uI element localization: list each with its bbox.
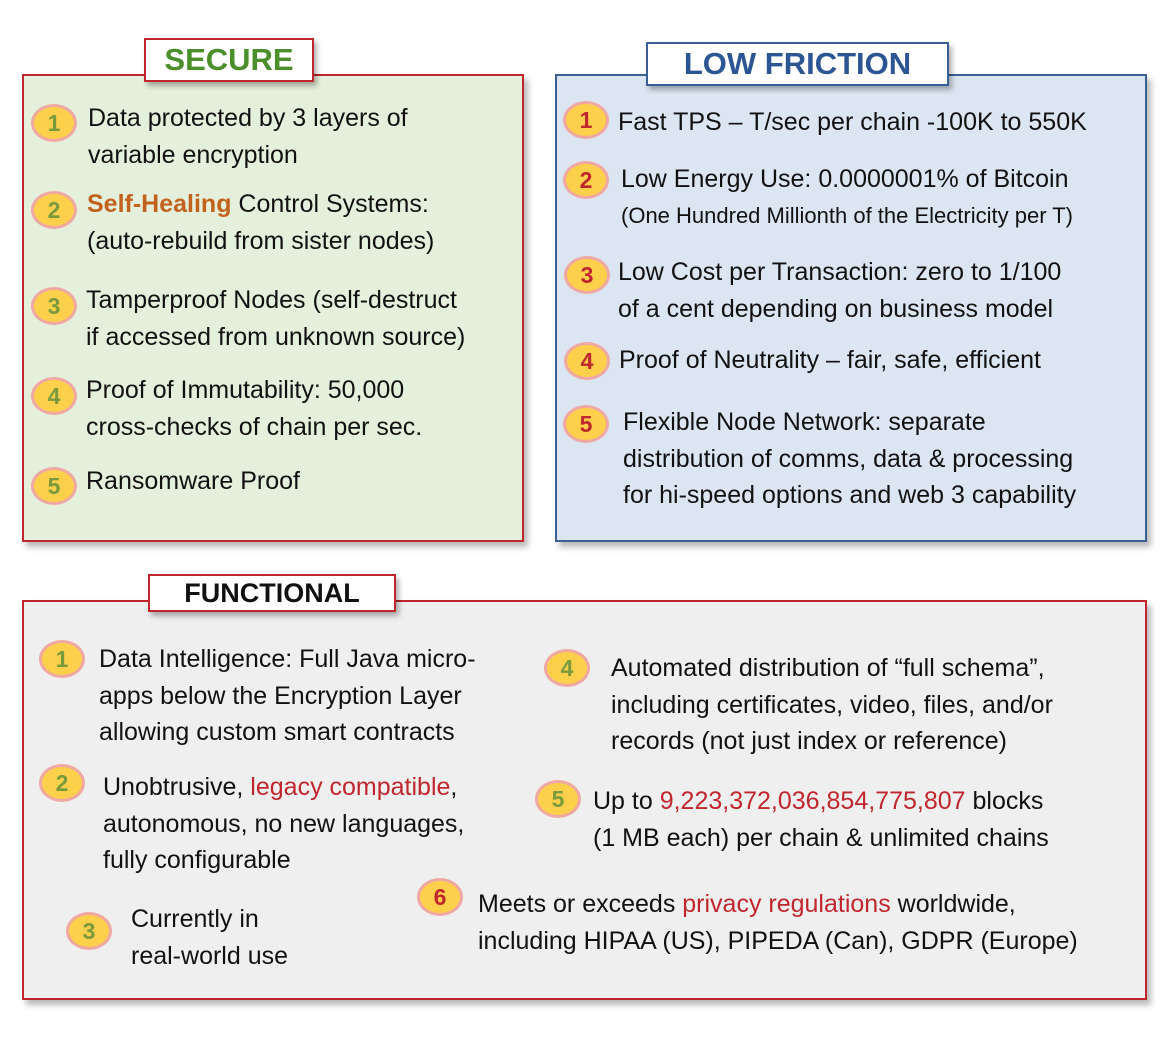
item-line (87, 186, 434, 223)
item-line: Low Energy Use: 0.0000001% of Bitcoin (621, 165, 1069, 193)
item-text: , (450, 773, 458, 801)
item-text: Meets or exceeds (478, 890, 683, 918)
item-line: cross-checks of chain per sec. (86, 412, 423, 441)
item-line: variable encryption (88, 140, 298, 169)
number-badge: 5 (535, 780, 581, 818)
number-badge: 5 (31, 467, 77, 505)
secure-item-5 (86, 463, 300, 500)
item-line: Data Intelligence: Full Java micro- (99, 645, 476, 673)
item-line: including certificates, video, files, and/or (611, 690, 1053, 719)
item-line: Automated distribution of “full schema”, (611, 654, 1045, 682)
secure-item-2 (87, 186, 434, 259)
item-line: Proof of Immutability: 50,000 (86, 376, 405, 404)
item-line: including HIPAA (US), PIPEDA (Can), GDPR (Europe) (478, 926, 1078, 955)
item-line: fully configurable (103, 846, 291, 874)
item-line: Flexible Node Network: separate (623, 408, 986, 436)
functional-item-5 (593, 783, 1049, 856)
low-friction-item-3 (618, 254, 1061, 327)
number-badge: 6 (417, 878, 463, 916)
item-text: blocks (965, 787, 1044, 815)
functional-item-4 (611, 650, 1053, 760)
functional-title: FUNCTIONAL (148, 574, 396, 612)
highlight-text: 9,223,372,036,854,775,807 (659, 787, 966, 815)
item-line: Tamperproof Nodes (self-destruct (86, 286, 457, 314)
item-line: (One Hundred Millionth of the Electricity per T) (621, 202, 1073, 228)
number-badge: 3 (31, 287, 77, 325)
item-line: allowing custom smart contracts (99, 718, 455, 746)
low-friction-item-5 (623, 404, 1076, 514)
item-text: Control Systems: (231, 190, 429, 218)
number-badge: 2 (31, 191, 77, 229)
low-friction-title: LOW FRICTION (646, 42, 949, 86)
item-line (103, 769, 464, 806)
number-badge: 2 (563, 161, 609, 199)
item-line: real-world use (131, 941, 289, 970)
item-line: autonomous, no new languages, (103, 809, 465, 838)
number-badge: 2 (39, 764, 85, 802)
item-line: Low Cost per Transaction: zero to 1/100 (618, 258, 1062, 286)
number-badge: 5 (563, 405, 609, 443)
item-line: (auto-rebuild from sister nodes) (87, 226, 435, 255)
number-badge: 4 (31, 377, 77, 415)
item-line: of a cent depending on business model (618, 294, 1054, 323)
functional-item-6 (478, 886, 1078, 959)
functional-item-2 (103, 769, 464, 879)
functional-item-3 (131, 901, 288, 974)
number-badge: 4 (544, 649, 590, 687)
secure-title: SECURE (144, 38, 314, 82)
item-line: Currently in (131, 905, 259, 933)
low-friction-item-4 (619, 342, 1041, 379)
secure-item-3 (86, 282, 465, 355)
functional-item-1 (99, 641, 476, 751)
item-line: apps below the Encryption Layer (99, 681, 462, 710)
number-badge: 1 (31, 104, 77, 142)
low-friction-item-1 (618, 104, 1087, 141)
item-line: Proof of Neutrality – fair, safe, efficient (619, 346, 1041, 374)
item-line: Fast TPS – T/sec per chain -100K to 550K (618, 108, 1087, 136)
item-text: Up to (593, 787, 660, 815)
item-line (593, 783, 1049, 820)
number-badge: 1 (563, 101, 609, 139)
item-line: Data protected by 3 layers of (88, 104, 408, 132)
item-text: worldwide, (890, 890, 1016, 918)
item-text: Unobtrusive, (103, 773, 251, 801)
number-badge: 3 (564, 256, 610, 294)
item-line: Ransomware Proof (86, 467, 300, 495)
highlight-text: privacy regulations (682, 890, 891, 918)
low-friction-item-2 (621, 161, 1073, 234)
secure-item-1 (88, 100, 408, 173)
number-badge: 1 (39, 640, 85, 678)
item-line: records (not just index or reference) (611, 727, 1008, 755)
item-line (478, 886, 1078, 923)
number-badge: 4 (564, 342, 610, 380)
highlight-text: Self-Healing (87, 190, 232, 218)
secure-item-4 (86, 372, 422, 445)
item-line: if accessed from unknown source) (86, 322, 466, 351)
number-badge: 3 (66, 912, 112, 950)
item-line: for hi-speed options and web 3 capability (623, 481, 1077, 509)
highlight-text: legacy compatible (250, 773, 451, 801)
item-line: distribution of comms, data & processing (623, 444, 1074, 473)
item-line: (1 MB each) per chain & unlimited chains (593, 823, 1049, 852)
